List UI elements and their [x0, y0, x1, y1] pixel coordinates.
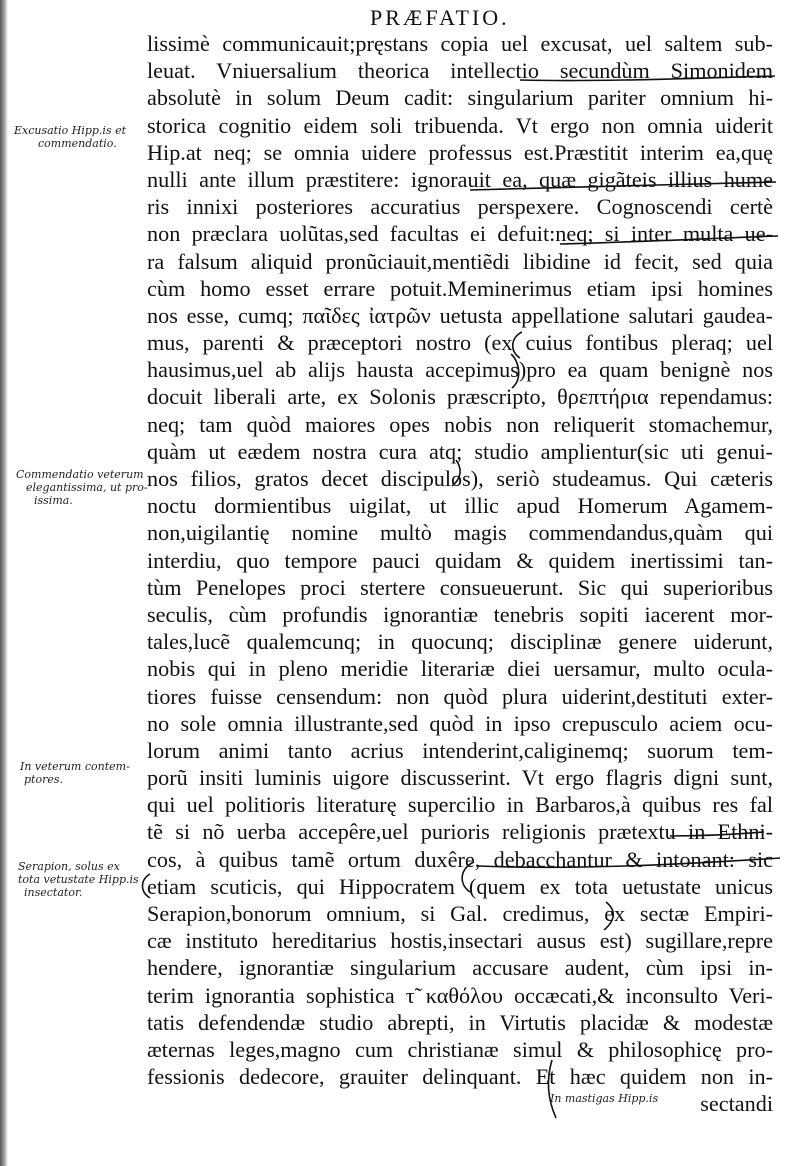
- text-line: ris innixi posteriores accuratius perspexere. Cognoscendi certè: [147, 194, 773, 220]
- text-line: non præclara uolũtas,sed facultas ei defuit:neq; si inter multa ue-: [147, 221, 773, 247]
- text-line: ra falsum aliquid pronũciauit,mentiẽdi libidine id fecit, sed quia: [147, 248, 773, 274]
- text-line: cæ instituto hereditarius hostis,insectari ausus est) sugillare,repre: [147, 928, 773, 954]
- text-line: tatis defendendæ studio abrepti, in Virtutis placidæ & modestæ: [147, 1009, 773, 1035]
- text-line: cùm homo esset errare potuit.Meminerimus etiam ipsi homines: [147, 275, 773, 301]
- text-line: noctu dormientibus uigilat, ut illic apud Homerum Agamem-: [147, 493, 773, 519]
- margin-note-line: elegantissima, ut pro-: [26, 481, 148, 494]
- text-line: docuit liberali arte, ex Solonis præscripto, θρεπτήρια rependamus:: [147, 384, 773, 410]
- text-line: non,uigilantię nomine multò magis commendandus,quàm qui: [147, 520, 773, 546]
- text-line: tẽ si nõ uerba accepêre,uel purioris religionis prætextu in Ethni-: [147, 819, 773, 845]
- margin-note-line: Serapion, solus ex: [18, 860, 120, 873]
- text-line: cos, à quibus tamẽ ortum duxêre, debacchantur & intonant: sic: [147, 846, 773, 872]
- margin-note-2: [16, 468, 148, 507]
- margin-note-1: [14, 124, 126, 150]
- text-line: storica cognitio eidem soli tribuenda. Vt ergo non omnia uiderit: [147, 112, 773, 138]
- text-line: qui uel politioris literaturę supercilio in Barbaros,à quibus res fal: [147, 792, 773, 818]
- text-line: no sole omnia illustrante,sed quòd in ipso crepusculo aciem ocu-: [147, 710, 773, 736]
- text-line: seculis, cùm profundis ignorantiæ tenebris sopiti iacerent mor-: [147, 601, 773, 627]
- margin-note-line: ptores.: [24, 773, 63, 786]
- text-line: mus, parenti & præceptori nostro (ex cuius fontibus pleraq; uel: [147, 330, 773, 356]
- text-line: hausimus,uel ab alijs hausta accepimus)pro ea quam benignè nos: [147, 357, 773, 383]
- margin-note-5: [550, 1092, 658, 1105]
- text-line: absolutè in solum Deum cadit: singularium pariter omnium hi-: [147, 85, 773, 111]
- text-line: porũ insiti luminis uigore discusserint. Vt ergo flagris digni sunt,: [147, 765, 773, 791]
- text-line: nobis qui in pleno meridie literariæ diei uersamur, multo ocula-: [147, 656, 773, 682]
- text-line: fessionis dedecore, grauiter delinquant. Et hæc quidem non in-: [147, 1064, 773, 1090]
- margin-note-line: issima.: [34, 494, 73, 507]
- margin-note-3: [20, 760, 130, 786]
- text-line: terim ignorantia sophistica τ̃ καθόλου occæcati,& inconsulto Veri-: [147, 982, 773, 1008]
- text-line: lorum animi tanto acrius intenderint,caliginemq; suorum tem-: [147, 737, 773, 763]
- body-text: [147, 30, 773, 1118]
- margin-note-line: tota vetustate Hipp.is: [18, 873, 139, 886]
- margin-note-line: insectator.: [24, 886, 83, 899]
- text-line: hendere, ignorantiæ singularium accusare audent, cùm ipsi in-: [147, 955, 773, 981]
- text-line: nos esse, cumq; παῖδες ἰατρῶν uetusta appellatione salutari gaudea-: [147, 302, 773, 328]
- text-line: lissimè communicauit;pręstans copia uel excusat, uel saltem sub-: [147, 31, 773, 56]
- text-line: tùm Penelopes proci stertere consueuerunt. Sic qui superioribus: [147, 574, 773, 600]
- text-line: Hip.at neq; se omnia uidere professus est.Præstitit interim ea,quę: [147, 139, 773, 165]
- text-line: leuat. Vniuersalium theorica intellectio secundùm Simonidem: [147, 58, 773, 84]
- margin-note-4: [18, 860, 139, 899]
- text-line: tiores fuisse censendum: non quòd plura uiderint,destituti exter-: [147, 683, 773, 709]
- margin-note-line: In mastigas Hipp.is: [550, 1092, 659, 1105]
- margin-note-line: commendatio.: [38, 137, 117, 150]
- page-edge-shadow: [0, 0, 8, 1166]
- text-line: nulli ante illum præstitere: ignorauit ea, quæ gigãteis illius hume: [147, 166, 773, 192]
- text-line: etiam scuticis, qui Hippocratem (quem ex tota uetustate unicus: [147, 873, 773, 899]
- margin-note-line: In veterum contem-: [20, 760, 130, 773]
- margin-note-line: Excusatio Hipp.is et: [14, 124, 127, 137]
- catchword: sectandi: [700, 1091, 773, 1117]
- text-line: interdiu, quo tempore pauci quidam & quidem inertissimi tan-: [147, 547, 773, 573]
- text-line: tales,lucẽ qualemcunq; in quocunq; disciplinæ genere uiderunt,: [147, 629, 773, 655]
- running-head: PRÆFATIO.: [370, 5, 510, 30]
- text-line: æternas leges,magno cum christianæ simul & philosophicę pro-: [147, 1036, 773, 1062]
- text-line: neq; tam quòd maiores opes nobis non reliquerit stomachemur,: [147, 411, 773, 437]
- text-line: quàm ut eædem nostra cura atq; studio amplientur(sic uti genui-: [147, 438, 773, 464]
- text-line: nos filios, gratos decet discipulos), seriò studeamus. Qui cæteris: [147, 466, 773, 491]
- text-line: Serapion,bonorum omnium, si Gal. credimus, ex sectæ Empiri-: [147, 901, 773, 926]
- margin-note-line: Commendatio veterum: [16, 468, 144, 481]
